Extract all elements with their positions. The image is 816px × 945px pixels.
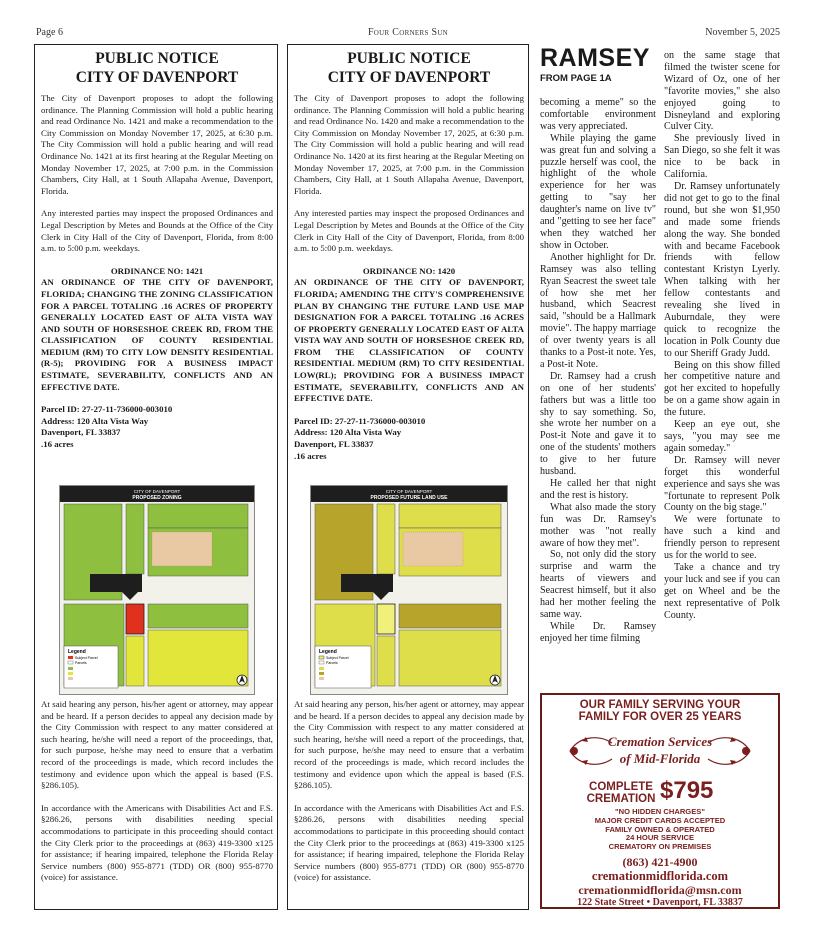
parcel-acres: .16 acres	[294, 450, 327, 461]
notice-subtitle: CITY OF DAVENPORT	[327, 69, 491, 86]
zoning-map	[59, 485, 255, 695]
newspaper-name: Four Corners Sun	[367, 27, 449, 38]
paragraph: Dr. Ramsey will never forget this wonderful experience and says she was "fortunate to represent Polk County on the big stage."	[664, 454, 780, 514]
ad-feature: CREMATORY ON PREMISES	[608, 842, 712, 852]
paragraph: While Dr. Ramsey enjoyed her time filming	[540, 620, 656, 644]
ad-feature: FAMILY OWNED & OPERATED	[605, 824, 715, 834]
appeal-text: At said hearing any person, his/her agent or attorney, may appear and be heard. If a person decides to appeal any decision made by the City Commission with respect to any matter considered at such hearing, he/she will need a report of the proceedings, that, for such purpose, he/she may need to ensure that a verbatim record of the proceedings is made, which record includes the testimony and evidence upon which the appeal is based (F.S. §286.105).	[294, 699, 524, 791]
legend-parcels: Parcels	[75, 661, 87, 665]
paragraph: Take a chance and try your luck and see if you can get on Wheel and be the next representative of Polk County.	[664, 561, 780, 621]
map-subtitle: PROPOSED ZONING	[132, 495, 182, 501]
map-title: CITY OF DAVENPORT	[385, 489, 433, 494]
ad-price: $795	[660, 777, 714, 804]
ad-brand-1: Cremation Services	[607, 734, 713, 749]
ad-email: cremationmidflorida@msn.com	[578, 882, 742, 897]
parcel-address: Address: 120 Alta Vista Way	[294, 427, 402, 438]
ad-feature: "NO HIDDEN CHARGES"	[615, 807, 705, 816]
paragraph: Dr. Ramsey unfortunately did not get to go to the final round, but she won $1,950 and made some friends along the way. She bonded with and became Facebook friends with fellow contestant Kristyn Lyerly. When talking with her fellow contestants and revealing she lived in Auburndale, they were quick to recognize the location in Polk County due to our Sheriff Grady Judd.	[664, 180, 780, 359]
ad-feature: MAJOR CREDIT CARDS ACCEPTED	[594, 815, 726, 825]
offer-line-1: COMPLETE	[589, 781, 653, 793]
article-column-1	[540, 97, 656, 645]
notice-title: PUBLIC NOTICE	[347, 50, 471, 67]
paragraph: So, not only did the story surprise and warm the hearts of viewers and Seacrest himself, but it also had her mother feeling the same way.	[540, 549, 656, 620]
notice-intro: The City of Davenport proposes to adopt the following ordinance. The Planning Commission will hold a public hearing and read Ordinance No. 1420 and make a recommendation to the City Commission on Monday November 17, 2025, at 6:30 p.m. The City Commission will hold a public hearing and will read Ordinance No. 1420 at its first hearing at the Regular Meeting on Monday November 17, 2025, at 7:00 p.m. in the Commission Chambers, City Hall, at 1 South Allapaha Avenue, Davenport, Florida.	[294, 93, 524, 196]
page-number: Page 6	[36, 27, 63, 38]
ad-address: 122 State Street • Davenport, FL 33837	[577, 896, 743, 908]
ad-headline-2: FAMILY FOR OVER 25 YEARS	[578, 711, 742, 723]
ad-feature: 24 HOUR SERVICE	[625, 833, 695, 843]
paragraph: on the same stage that filmed the twister scene for Wizard of Oz, one of her "favorite movies," she also enjoyed going to Disneyland and exploring Culver City.	[664, 50, 780, 133]
ada-text: In accordance with the Americans with Disabilities Act and F.S. §286.26, persons with disabilities needing special accommodations to participate in this proceeding should contact the City Clerk prior to the proceedings at (863) 419-3300 x125 for assistance; if hearing impaired, telephone the Florida Relay Service numbers (800) 955-8771 (TDD) OR (800) 955-8770 (voice) for assistance.	[294, 802, 524, 883]
parcel-id: Parcel ID: 27-27-11-736000-003010	[41, 404, 173, 415]
paragraph: becoming a meme" so the comfortable environment was very appreciated.	[540, 97, 656, 132]
ad-phone: (863) 421-4900	[622, 854, 698, 869]
public-notice-1421	[34, 44, 278, 910]
ad-website: cremationmidflorida.com	[591, 868, 729, 883]
ad-logo	[560, 729, 760, 773]
notice-intro: The City of Davenport proposes to adopt the following ordinance. The Planning Commission will hold a public hearing and read Ordinance No. 1421 and make a recommendation to the City Commission on Monday November 17, 2025, at 6:30 p.m. The City Commission will hold a public hearing and will read Ordinance No. 1421 at its first hearing at the Regular Meeting on Monday November 17, 2025, at 7:00 p.m. in the Commission Chambers, City Hall, at 1 South Allapaha Avenue, Davenport, Florida.	[41, 93, 273, 196]
notice-subtitle: CITY OF DAVENPORT	[75, 69, 239, 86]
ordinance-text: AN ORDINANCE OF THE CITY OF DAVENPORT, FLORIDA; AMENDING THE CITY'S COMPREHENSIVE PLAN BY CHANGING THE FUTURE LAND USE MAP DESIGNATION FOR A PARCEL TOTALING .16 ACRES OF PROPERTY GENERALLY LOCATED EAST OF ALTA VISTA WAY AND SOUTH OF HORSESHOE CREEK RD, FROM THE CLASSIFICATION OF COUNTY RESIDENTIAL MEDIUM (RM) TO CITY RESIDENTIAL LOW(RL); PROVIDING FOR A BUSINESS IMPACT ESTIMATE, SEVERABILITY, CONFLICTS AND AN EFFECTIVE DATE.	[294, 277, 524, 404]
paragraph: Another highlight for Dr. Ramsey was also telling Ryan Seacrest the sweet tale of how she met her husband, which Seacrest said, "should be a Hallmark movie". The happy marriage of over twenty years is all thanks to a Post-it note. Yes, a Post-it Note.	[540, 251, 656, 370]
appeal-text: At said hearing any person, his/her agent or attorney, may appear and be heard. If a person decides to appeal any decision made by the City Commission with respect to any matter considered at such hearing, he/she will need a report of the proceedings, that, for such purpose, he/she may need to ensure that a verbatim record of the proceedings is made, which record includes the testimony and evidence upon which the appeal is based (F.S. §286.105).	[41, 699, 273, 791]
paragraph: Keep an eye out, she says, "you may see me again someday."	[664, 419, 780, 454]
paragraph: While playing the game was great fun and solving a puzzle herself was cool, the highlight of the whole experience for her was getting to "say her daughter's name on live tv" and "getting to see her face" when they watched her show in October.	[540, 132, 656, 251]
cremation-ad	[540, 693, 780, 909]
paragraph: What also made the story fun was Dr. Ramsey's mother was "not really aware of how they met".	[540, 501, 656, 549]
public-notice-1420	[287, 44, 529, 910]
ad-brand-2: of Mid-Florida	[619, 751, 701, 766]
issue-date: November 5, 2025	[705, 27, 780, 38]
legend-subject: Subject Parcel	[326, 656, 349, 660]
paragraph: She previously lived in San Diego, so she felt it was nice to be back in California.	[664, 133, 780, 181]
article-jump-label: FROM PAGE 1A	[540, 73, 612, 84]
parcel-address: Address: 120 Alta Vista Way	[41, 415, 149, 426]
legend-heading: Legend	[319, 649, 337, 655]
ordinance-text: AN ORDINANCE OF THE CITY OF DAVENPORT, FLORIDA; CHANGING THE ZONING CLASSIFICATION FOR A PARCEL TOTALING .16 ACRES OF PROPERTY GENERALLY LOCATED EAST OF ALTA VISTA WAY AND SOUTH OF HORSESHOE CREEK RD, FROM THE CLASSIFICATION OF COUNTY RESIDENTIAL MEDIUM (RM) TO CITY LOW DENSITY RESIDENTIAL (R-5); PROVIDING FOR A BUSINESS IMPACT ESTIMATE, SEVERABILITY, CONFLICTS AND AN EFFECTIVE DATE.	[41, 277, 273, 392]
paragraph: Dr. Ramsey had a crush on one of her students' fathers but was a little too shy to say something. So, she wrote her number on a Post-it Note and gave it to one of the students' mothers to give to her future husband.	[540, 370, 656, 478]
parcel-city: Davenport, FL 33837	[294, 439, 374, 450]
article-headline: RAMSEY	[540, 44, 650, 72]
ada-text: In accordance with the Americans with Disabilities Act and F.S. §286.26, persons with disabilities needing special accommodations to participate in this proceeding should contact the City Clerk prior to the proceedings at (863) 419-3300 x125 for assistance; if hearing impaired, telephone the Florida Relay Service numbers (800) 955-8771 (TDD) OR (800) 955-8770 (voice) for assistance.	[41, 802, 273, 883]
parcel-city: Davenport, FL 33837	[41, 427, 121, 438]
parcel-acres: .16 acres	[41, 439, 74, 450]
ordinance-number: ORDINANCE NO: 1420	[362, 265, 456, 276]
legend-heading: Legend	[68, 649, 86, 655]
ad-headline-1: OUR FAMILY SERVING YOUR	[579, 699, 741, 711]
notice-inspect: Any interested parties may inspect the proposed Ordinances and Legal Description by Metes and Bounds at the Office of the City Clerk in City Hall of the City of Davenport, Florida, from 8:00 a.m. to 5:00 p.m. weekdays.	[294, 208, 524, 254]
article-column-2	[664, 50, 780, 622]
legend-subject: Subject Parcel	[75, 656, 98, 660]
map-title: CITY OF DAVENPORT	[133, 489, 181, 494]
future-land-use-map	[310, 485, 508, 695]
ad-offer	[542, 777, 778, 807]
paragraph: He called her that night and the rest is history.	[540, 478, 656, 501]
offer-line-2: CREMATION	[586, 793, 656, 805]
paragraph: Being on this show filled her competitive nature and got her excited to hopefully be on a game show again in the future.	[664, 359, 780, 419]
notice-inspect: Any interested parties may inspect the proposed Ordinances and Legal Description by Metes and Bounds at the Office of the City Clerk in City Hall of the City of Davenport, Florida, from 8:00 a.m. to 5:00 p.m. weekdays.	[41, 208, 273, 254]
ordinance-number: ORDINANCE NO: 1421	[110, 265, 204, 276]
map-subtitle: PROPOSED FUTURE LAND USE	[370, 495, 448, 501]
paragraph: We were fortunate to have such a kind and friendly person to represent us for the world to see.	[664, 514, 780, 562]
legend-parcels: Parcels	[326, 661, 338, 665]
notice-title: PUBLIC NOTICE	[95, 50, 219, 67]
parcel-id: Parcel ID: 27-27-11-736000-003010	[294, 415, 426, 426]
